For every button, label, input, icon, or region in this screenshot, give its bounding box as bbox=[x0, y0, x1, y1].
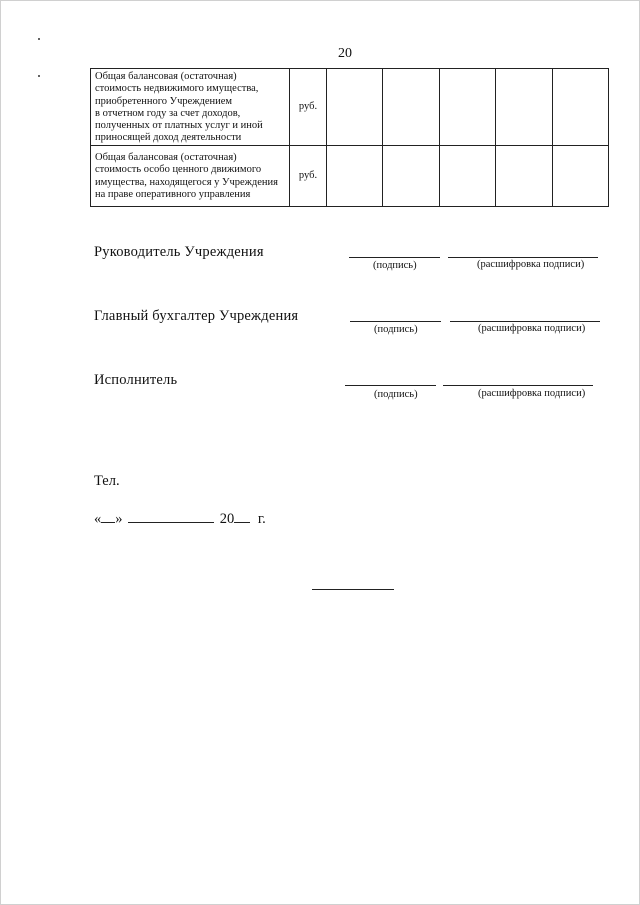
day-blank bbox=[101, 508, 115, 523]
row-description-line: приносящей доход деятельности bbox=[95, 132, 242, 144]
executor-title: Исполнитель bbox=[94, 372, 178, 388]
row-description-line: на праве оперативного управления bbox=[95, 189, 251, 201]
tel-label: Тел. bbox=[94, 473, 120, 489]
row-description-line: имущества, находящегося у Учреждения bbox=[95, 176, 278, 188]
table-cell bbox=[439, 145, 495, 206]
executor-signature-caption: (подпись) bbox=[374, 389, 418, 400]
date-line bbox=[94, 508, 266, 528]
row-unit: руб. bbox=[290, 145, 327, 206]
scan-speck bbox=[38, 38, 40, 40]
table-cell bbox=[552, 145, 608, 206]
row-description-line: приобретенного Учреждением bbox=[95, 95, 233, 107]
row-description-line: Общая балансовая (остаточная) bbox=[95, 152, 237, 164]
head-decoding-caption: (расшифровка подписи) bbox=[477, 259, 585, 270]
head-signature-line bbox=[349, 257, 440, 258]
executor-decoding-caption: (расшифровка подписи) bbox=[478, 388, 586, 399]
table-cell bbox=[496, 69, 552, 146]
chief-accountant-decoding-line bbox=[450, 321, 600, 322]
table-cell bbox=[327, 145, 383, 206]
table-cell bbox=[327, 69, 383, 146]
scan-speck bbox=[38, 75, 40, 77]
chief-accountant-title: Главный бухгалтер Учреждения bbox=[94, 308, 299, 324]
table-row bbox=[91, 145, 609, 206]
head-decoding-line bbox=[448, 257, 598, 258]
chief-accountant-decoding-caption: (расшифровка подписи) bbox=[478, 323, 586, 334]
report-table bbox=[90, 68, 609, 207]
row-description-line: стоимость недвижимого имущества, bbox=[95, 83, 259, 95]
table-cell bbox=[383, 145, 439, 206]
row-description-line: стоимость особо ценного движимого bbox=[95, 164, 262, 176]
row-description-line: Общая балансовая (остаточная) bbox=[95, 71, 237, 82]
row-description-line: в отчетном году за счет доходов, bbox=[95, 107, 241, 119]
head-signature-caption: (подпись) bbox=[373, 260, 417, 271]
end-divider bbox=[312, 589, 394, 590]
head-title: Руководитель Учреждения bbox=[94, 244, 264, 260]
table-cell bbox=[383, 69, 439, 146]
month-blank bbox=[128, 508, 214, 523]
row-description bbox=[91, 145, 290, 206]
row-description bbox=[91, 69, 290, 146]
chief-accountant-signature-line bbox=[350, 321, 441, 322]
table-row bbox=[91, 69, 609, 146]
year-prefix: 20 bbox=[219, 511, 235, 527]
executor-decoding-line bbox=[443, 385, 593, 386]
year-blank bbox=[234, 508, 250, 523]
row-unit: руб. bbox=[290, 69, 327, 146]
executor-signature-line bbox=[345, 385, 436, 386]
page-number: 20 bbox=[338, 46, 352, 61]
table-cell bbox=[552, 69, 608, 146]
date-close-quote: » bbox=[115, 511, 123, 527]
date-open-quote: « bbox=[94, 511, 102, 527]
table-cell bbox=[439, 69, 495, 146]
year-suffix: г. bbox=[257, 511, 266, 527]
table-cell bbox=[496, 145, 552, 206]
chief-accountant-signature-caption: (подпись) bbox=[374, 324, 418, 335]
row-description-line: полученных от платных услуг и иной bbox=[95, 120, 263, 132]
